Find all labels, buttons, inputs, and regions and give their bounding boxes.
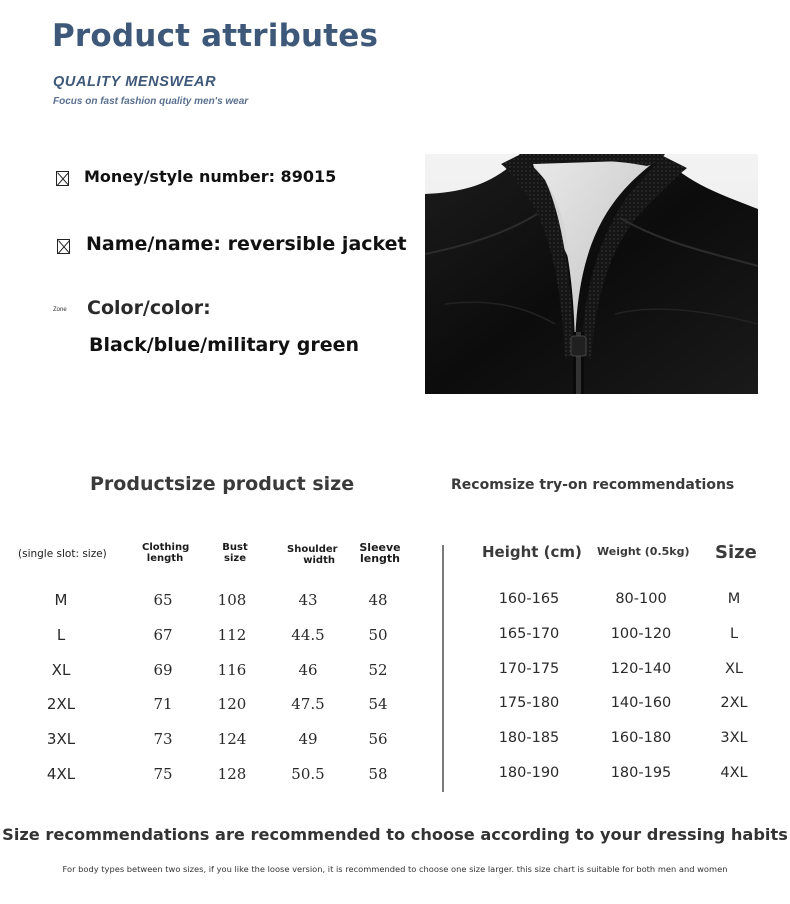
- height-cell: 170-175: [498, 661, 560, 677]
- weight-cell: 160-180: [610, 730, 672, 746]
- size-cell: 3XL: [46, 730, 76, 748]
- table-row: [0, 730, 790, 750]
- recommended-size-cell: L: [729, 626, 739, 642]
- color-label: Color/color:: [87, 297, 211, 319]
- recommended-size-cell: 4XL: [720, 765, 748, 781]
- size-section-title: Productsize product size: [90, 473, 355, 495]
- header-weight: Weight (0.5kg): [597, 545, 690, 558]
- header-bust-size: Bust size: [222, 542, 248, 564]
- size-recommendation-note: Size recommendations are recommended to choose according to your dressing habits: [2, 825, 788, 844]
- recommendation-section-title: Recomsize try-on recommendations: [451, 477, 735, 493]
- table-row: [0, 591, 790, 611]
- header-recommended-size: Size: [715, 542, 757, 563]
- weight-cell: 140-160: [610, 695, 672, 711]
- bust-cell: 124: [217, 730, 247, 748]
- height-cell: 165-170: [498, 626, 560, 642]
- zone-label: Zone: [53, 307, 67, 313]
- brand-tagline: Focus on fast fashion quality men's wear: [53, 96, 249, 107]
- height-cell: 175-180: [498, 695, 560, 711]
- shoulder-width-cell: 49: [298, 730, 318, 748]
- header-sleeve-length: Sleeve length: [359, 541, 401, 565]
- boxed-x-icon: [57, 239, 70, 254]
- shoulder-width-cell: 46: [298, 661, 318, 679]
- bust-cell: 108: [217, 591, 247, 609]
- table-row: [0, 661, 790, 681]
- page-title: Product attributes: [52, 18, 379, 54]
- size-cell: 2XL: [46, 695, 76, 713]
- boxed-x-icon: [56, 171, 69, 186]
- weight-cell: 80-100: [615, 591, 667, 607]
- bust-cell: 128: [217, 765, 247, 783]
- bust-cell: 120: [217, 695, 247, 713]
- clothing-length-cell: 73: [153, 730, 173, 748]
- size-cell: XL: [51, 661, 71, 679]
- size-cell: L: [56, 626, 66, 644]
- clothing-length-cell: 71: [153, 695, 173, 713]
- table-row: [0, 695, 790, 715]
- shoulder-width-cell: 43: [298, 591, 318, 609]
- shoulder-width-cell: 44.5: [291, 626, 325, 644]
- size-cell: M: [54, 591, 68, 609]
- clothing-length-cell: 65: [153, 591, 173, 609]
- recommended-size-cell: 2XL: [720, 695, 748, 711]
- clothing-length-cell: 69: [153, 661, 173, 679]
- header-height: Height (cm): [482, 543, 582, 561]
- height-cell: 180-185: [498, 730, 560, 746]
- weight-cell: 180-195: [610, 765, 672, 781]
- product-name: Name/name: reversible jacket: [86, 233, 407, 255]
- sleeve-length-cell: 48: [368, 591, 388, 609]
- sleeve-length-cell: 50: [368, 626, 388, 644]
- weight-cell: 100-120: [610, 626, 672, 642]
- shoulder-width-cell: 50.5: [291, 765, 325, 783]
- sleeve-length-cell: 56: [368, 730, 388, 748]
- header-slot-size: (single slot: size): [18, 548, 107, 560]
- size-cell: 4XL: [46, 765, 76, 783]
- height-cell: 160-165: [498, 591, 560, 607]
- table-row: [0, 626, 790, 646]
- height-cell: 180-190: [498, 765, 560, 781]
- sleeve-length-cell: 52: [368, 661, 388, 679]
- recommended-size-cell: M: [727, 591, 741, 607]
- bust-cell: 116: [217, 661, 247, 679]
- clothing-length-cell: 75: [153, 765, 173, 783]
- brand-subtitle: QUALITY MENSWEAR: [53, 74, 217, 90]
- header-shoulder-width: Shoulder width: [287, 544, 338, 566]
- table-row: [0, 765, 790, 785]
- sleeve-length-cell: 54: [368, 695, 388, 713]
- weight-cell: 120-140: [610, 661, 672, 677]
- shoulder-width-cell: 47.5: [291, 695, 325, 713]
- jacket-collar-photo: [425, 154, 758, 394]
- bust-cell: 112: [217, 626, 247, 644]
- color-value: Black/blue/military green: [89, 334, 359, 356]
- recommended-size-cell: XL: [724, 661, 743, 677]
- sleeve-length-cell: 58: [368, 765, 388, 783]
- clothing-length-cell: 67: [153, 626, 173, 644]
- size-fine-print: For body types between two sizes, if you like the loose version, it is recommended to choose one size larger. this size chart is suitable for both men and women: [62, 864, 728, 874]
- style-number: Money/style number: 89015: [84, 167, 337, 186]
- header-clothing-length: Clothing length: [142, 542, 190, 564]
- recommended-size-cell: 3XL: [720, 730, 748, 746]
